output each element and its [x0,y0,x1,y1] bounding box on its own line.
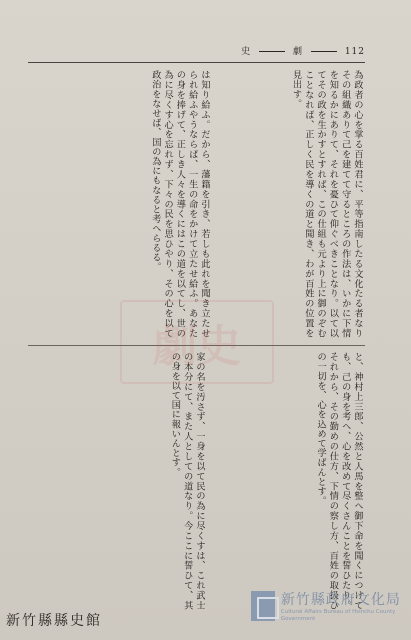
stamp-english: Cultural Affairs Bureau of Hsinchu County Government [280,609,396,622]
header-title: 劇 [293,47,304,57]
watermark-text: 劇史 [153,321,241,372]
header-label: 史 [241,47,252,57]
text-column-top-right: 為政者の心を掌る百姓君に、平等指南したる文化たる者なりその組織ありて己を建てて守るところの作法は、いかに下情を知るかにありて、それを憂ひて仰ぐべきことなり。以て以てその政を生かすとすれば、この仕組も元より上に御のぞむことなれば、正しく民を導くの道と聞き、わが百姓の位置を見出す。 [290,70,363,338]
page-number: 112 [344,47,365,57]
stamp-chinese: 新竹縣政府文化局 [280,592,401,608]
text-column-bottom-right: と、神村上三郎、公然と人馬を整へ御下命を聞くにつけても、己の身を考へ、心を改めて尽くさんことを誓ひたり。それから、その勤めの仕方、下情の察し方、百姓の取扱ひの一切を、心を込めて学ばんとす。 [315,352,363,610]
text-column-bottom-left: 家の名を汚さず、一身を以て民の為に尽くすは、これ武士の本分にて、また人としての道なり。今ここに誓ひて、其の身を以て国に報いんとす。 [169,352,205,610]
text-column-top-left: は知り給ふ。だから、藩籍を引き、若しも此れを聞き立たせられ給ふやうならば、一生の命をかけて立たせ給ふ。あなたの身を捧げて、正しき人々を導くにはこの道を以てし、世の為に尽くす心を忘れず、下々の民を思ひやり、その心を以て政治をなせば、国の為にもなると考へらるる。 [149,70,210,338]
stamp-text [281,589,401,623]
bureau-logo-icon [251,591,275,621]
header-rule [28,62,365,63]
bureau-stamp [251,586,401,626]
archive-footer: 新竹縣縣史館 [6,613,102,629]
header-separator-line [259,51,285,52]
header-separator-line-2 [311,51,337,52]
middle-rule [28,345,365,346]
page-header [241,44,365,57]
